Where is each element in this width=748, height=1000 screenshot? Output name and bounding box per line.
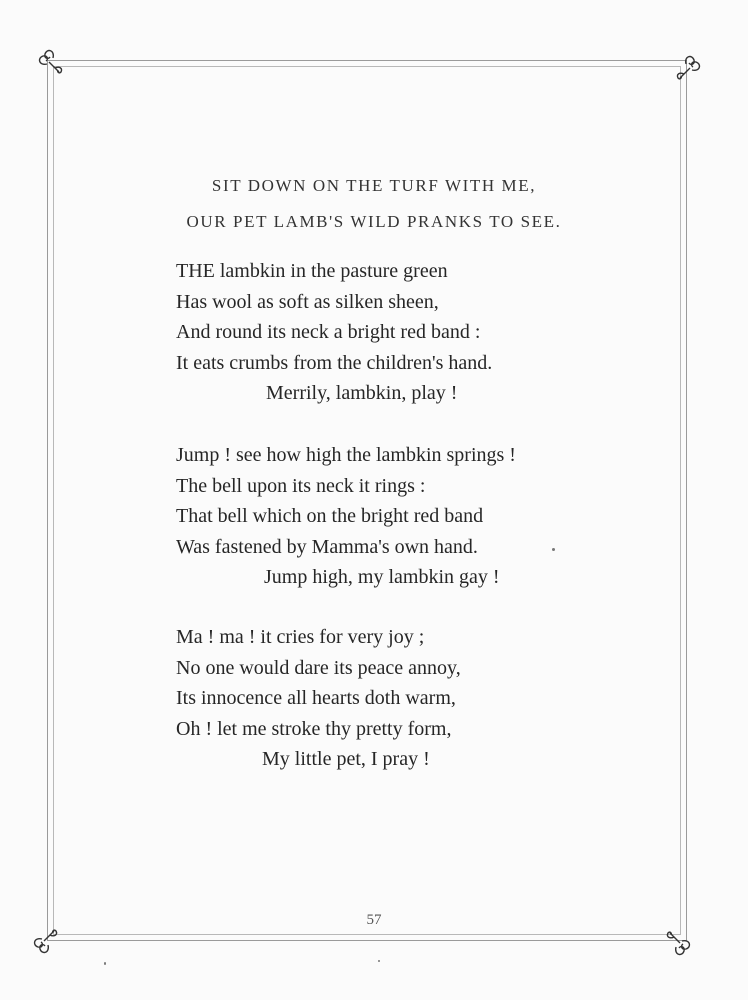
print-speck: [378, 960, 380, 962]
stanza-3: [176, 622, 461, 775]
refrain-line: Jump high, my lambkin gay !: [264, 566, 500, 588]
refrain-line: Merrily, lambkin, play !: [266, 382, 458, 404]
corner-ornament-icon: [672, 50, 706, 84]
corner-ornament-icon: [28, 925, 62, 959]
verse-line: That bell which on the bright red band: [176, 505, 484, 527]
verse-line: Has wool as soft as silken sheen,: [176, 290, 439, 313]
verse-line: Its innocence all hearts doth warm,: [176, 687, 456, 709]
verse-line: THE lambkin in the pasture green: [176, 260, 448, 282]
corner-ornament-icon: [33, 44, 67, 78]
verse-line: The bell upon its neck it rings :: [176, 474, 426, 497]
print-speck: [104, 962, 106, 965]
stanza-1: [176, 256, 492, 409]
verse-line: Oh ! let me stroke thy pretty form,: [176, 717, 452, 740]
verse-line: Ma ! ma ! it cries for very joy ;: [176, 626, 425, 648]
verse-line: Jump ! see how high the lambkin springs !: [176, 444, 516, 466]
refrain-line: My little pet, I pray !: [262, 748, 430, 770]
print-speck: [552, 548, 555, 551]
poem-title-line-1: SIT DOWN ON THE TURF WITH ME,: [211, 176, 537, 195]
verse-line: Was fastened by Mamma's own hand.: [176, 535, 478, 558]
verse-line: No one would dare its peace annoy,: [176, 656, 461, 679]
verse-line: It eats crumbs from the children's hand.: [176, 351, 493, 374]
stanza-2: [176, 440, 516, 593]
corner-ornament-icon: [662, 927, 696, 961]
poem-title-line-2: OUR PET LAMB'S WILD PRANKS TO SEE.: [186, 212, 562, 231]
verse-line: And round its neck a bright red band :: [176, 321, 481, 343]
page-number: 57: [366, 912, 382, 928]
